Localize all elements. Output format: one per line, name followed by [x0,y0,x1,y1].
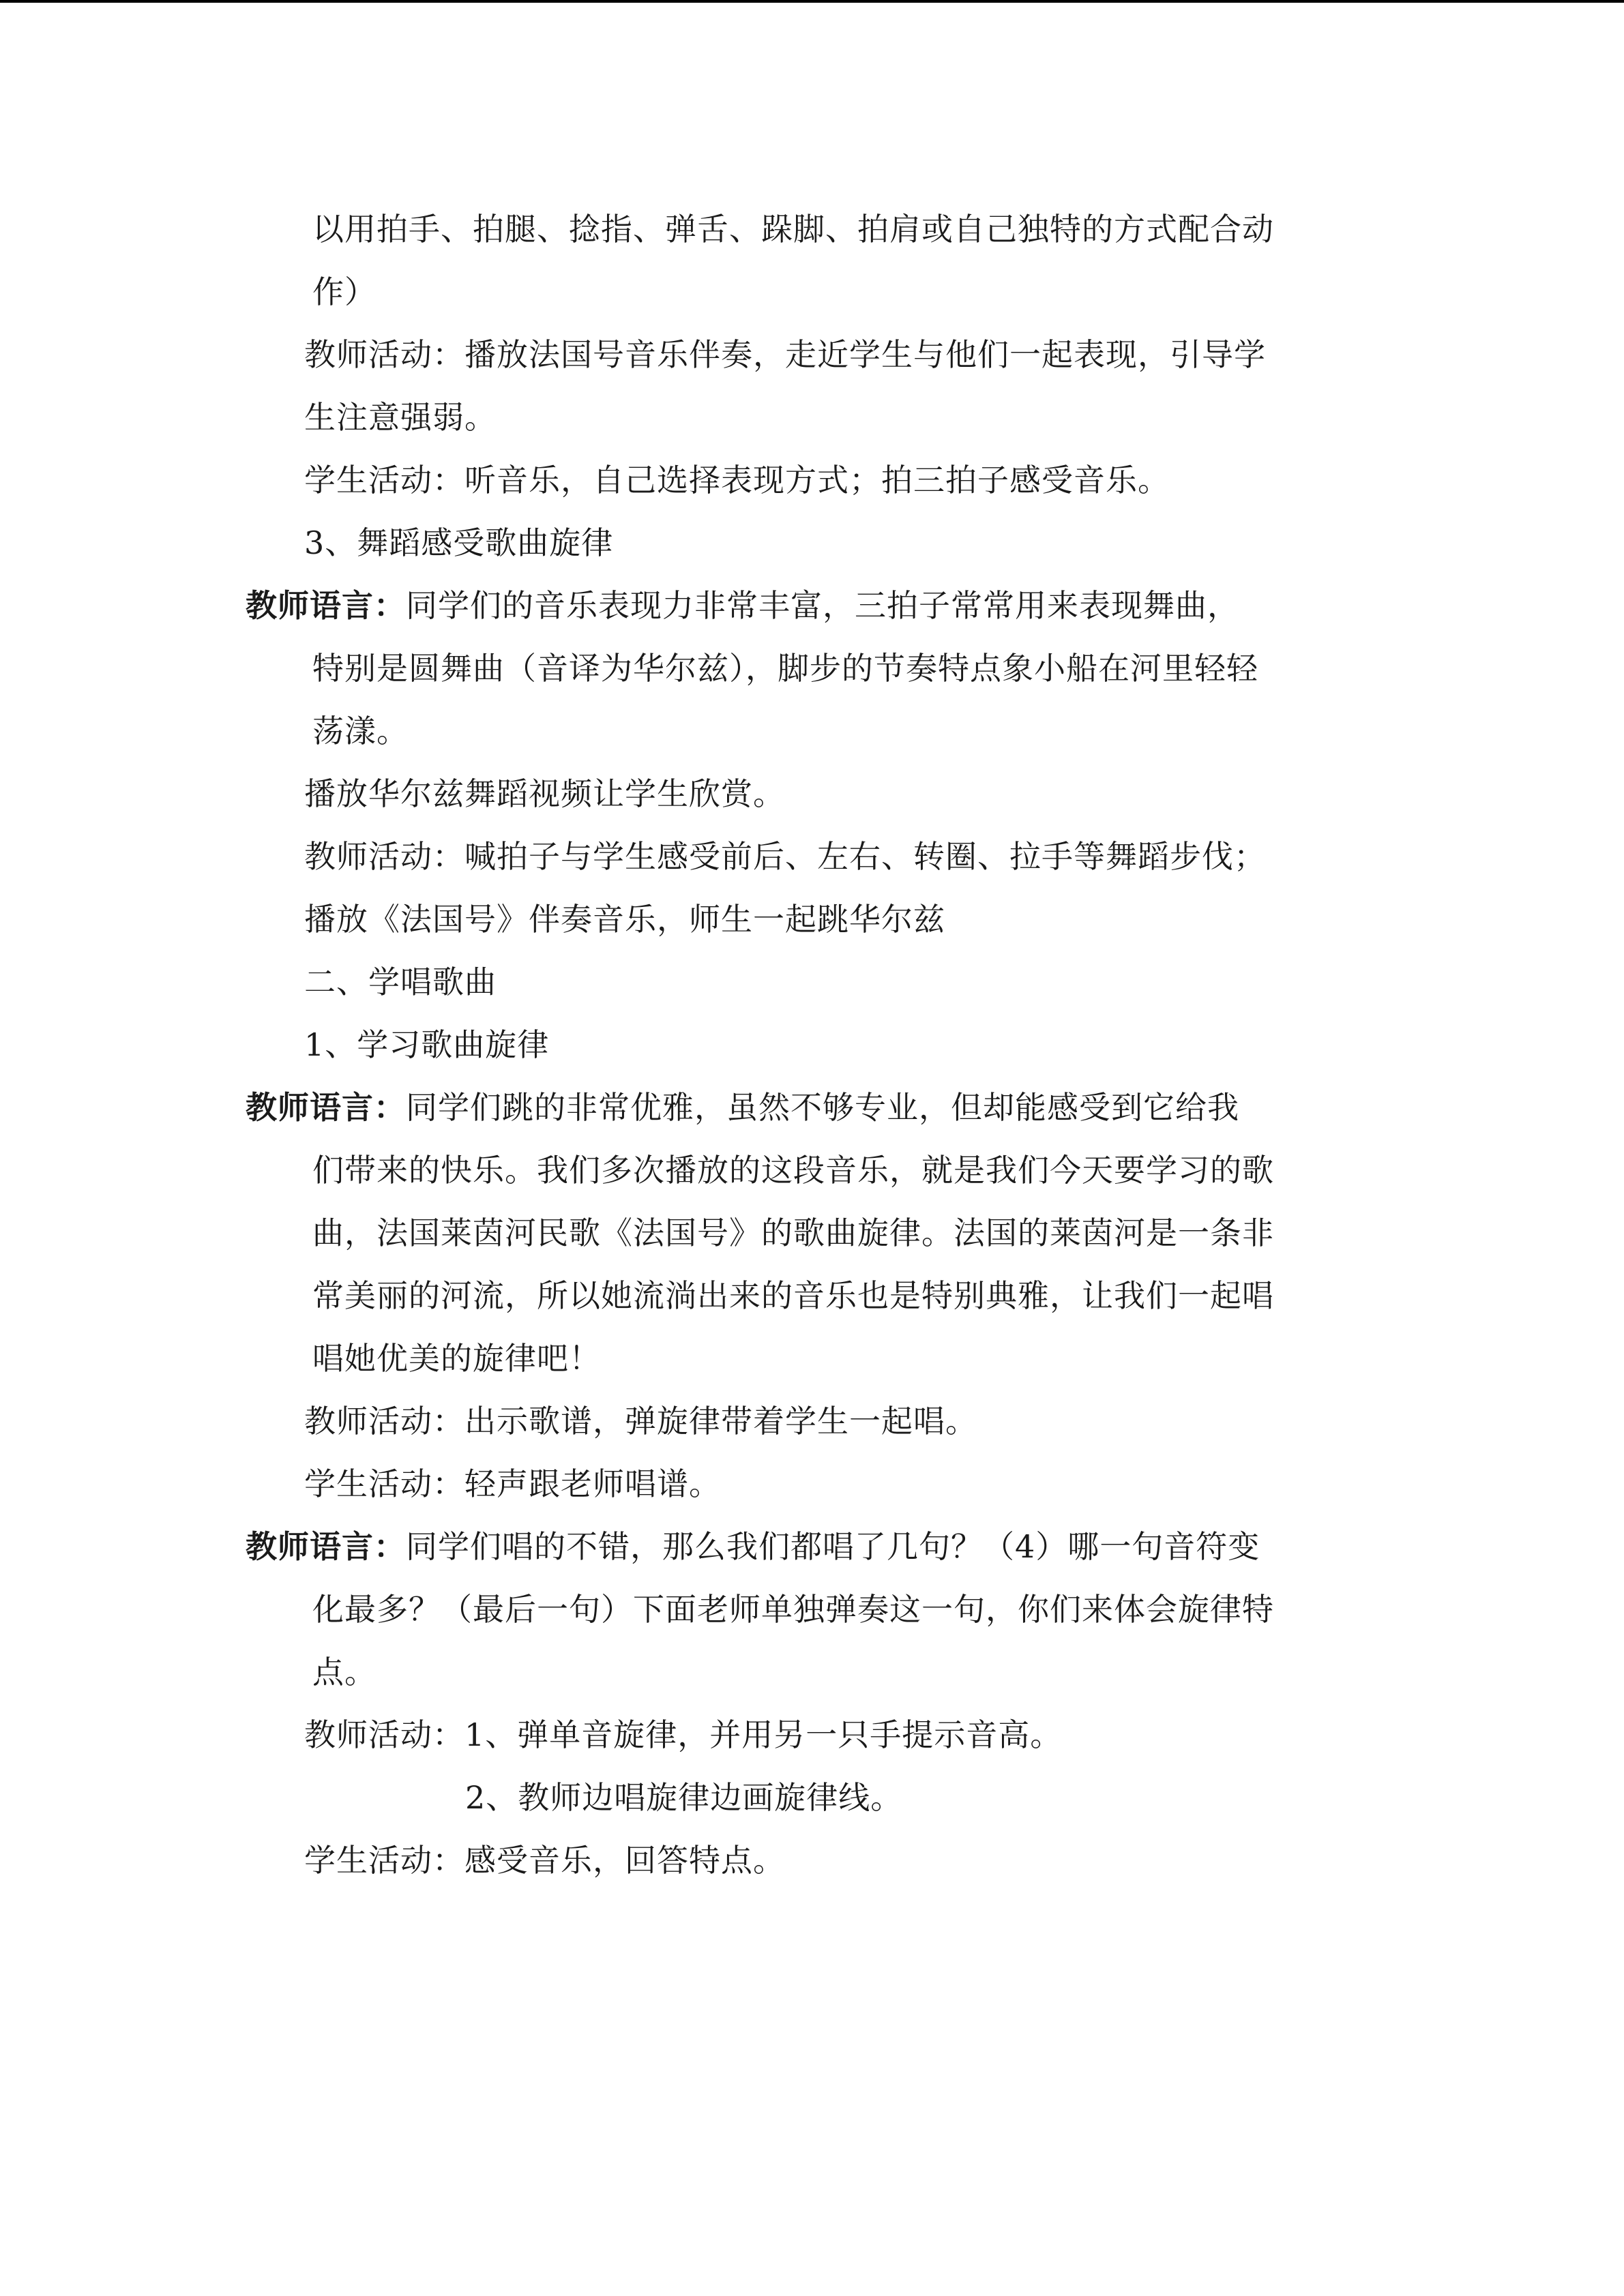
paragraph-line: 以用拍手、拍腿、捻指、弹舌、跺脚、拍肩或自己独特的方式配合动 [312,211,1274,248]
teacher-activity-line: 教师活动：喊拍子与学生感受前后、左右、转圈、拉手等舞蹈步伐； [304,838,1266,875]
teacher-activity-line: 教师活动：出示歌谱，弹旋律带着学生一起唱。 [304,1403,977,1440]
teacher-activity-line: 教师活动：1、弹单音旋律，并用另一只手提示音高。 [304,1716,1063,1753]
teacher-speech-text: 同学们唱的不错，那么我们都唱了几句？（4）哪一句音符变 [406,1528,1260,1565]
paragraph-line: 们带来的快乐。我们多次播放的这段音乐，就是我们今天要学习的歌 [312,1152,1274,1189]
teacher-speech-text: 同学们跳的非常优雅，虽然不够专业，但却能感受到它给我 [406,1089,1239,1126]
paragraph-line: 化最多？（最后一句）下面老师单独弹奏这一句，你们来体会旋律特 [312,1591,1274,1628]
teacher-speech-line [246,1087,1239,1128]
section-heading: 3、舞蹈感受歌曲旋律 [304,524,614,561]
section-heading: 二、学唱歌曲 [304,964,497,1000]
teacher-speech-label: 教师语言： [246,587,406,624]
page-top-border [0,0,1624,3]
teacher-speech-line [246,585,1239,626]
student-activity-line: 学生活动：轻声跟老师唱谱。 [304,1465,721,1502]
paragraph-line: 荡漾。 [312,713,409,749]
paragraph-line: 播放华尔兹舞蹈视频让学生欣赏。 [304,775,785,812]
teacher-speech-line [246,1526,1260,1567]
paragraph-line: 曲，法国莱茵河民歌《法国号》的歌曲旋律。法国的莱茵河是一条非 [312,1214,1274,1251]
paragraph-line: 作） [312,273,377,310]
section-heading: 1、学习歌曲旋律 [304,1026,550,1063]
student-activity-line: 学生活动：感受音乐，回答特点。 [304,1842,785,1879]
student-activity-line: 学生活动：听音乐，自己选择表现方式；拍三拍子感受音乐。 [304,462,1170,498]
teacher-speech-label: 教师语言： [246,1528,406,1565]
paragraph-line: 生注意强弱。 [304,399,497,436]
paragraph-line: 播放《法国号》伴奏音乐，师生一起跳华尔兹 [304,901,945,938]
paragraph-line: 唱她优美的旋律吧！ [312,1340,601,1377]
teacher-activity-line: 2、教师边唱旋律边画旋律线。 [465,1779,903,1816]
paragraph-line: 特别是圆舞曲（音译为华尔兹），脚步的节奏特点象小船在河里轻轻 [312,650,1258,687]
teacher-speech-label: 教师语言： [246,1089,406,1126]
paragraph-line: 点。 [312,1654,377,1690]
paragraph-line: 常美丽的河流，所以她流淌出来的音乐也是特别典雅，让我们一起唱 [312,1277,1274,1314]
teacher-activity-line: 教师活动：播放法国号音乐伴奏，走近学生与他们一起表现，引导学 [304,336,1266,373]
teacher-speech-text: 同学们的音乐表现力非常丰富，三拍子常常用来表现舞曲， [406,587,1239,624]
